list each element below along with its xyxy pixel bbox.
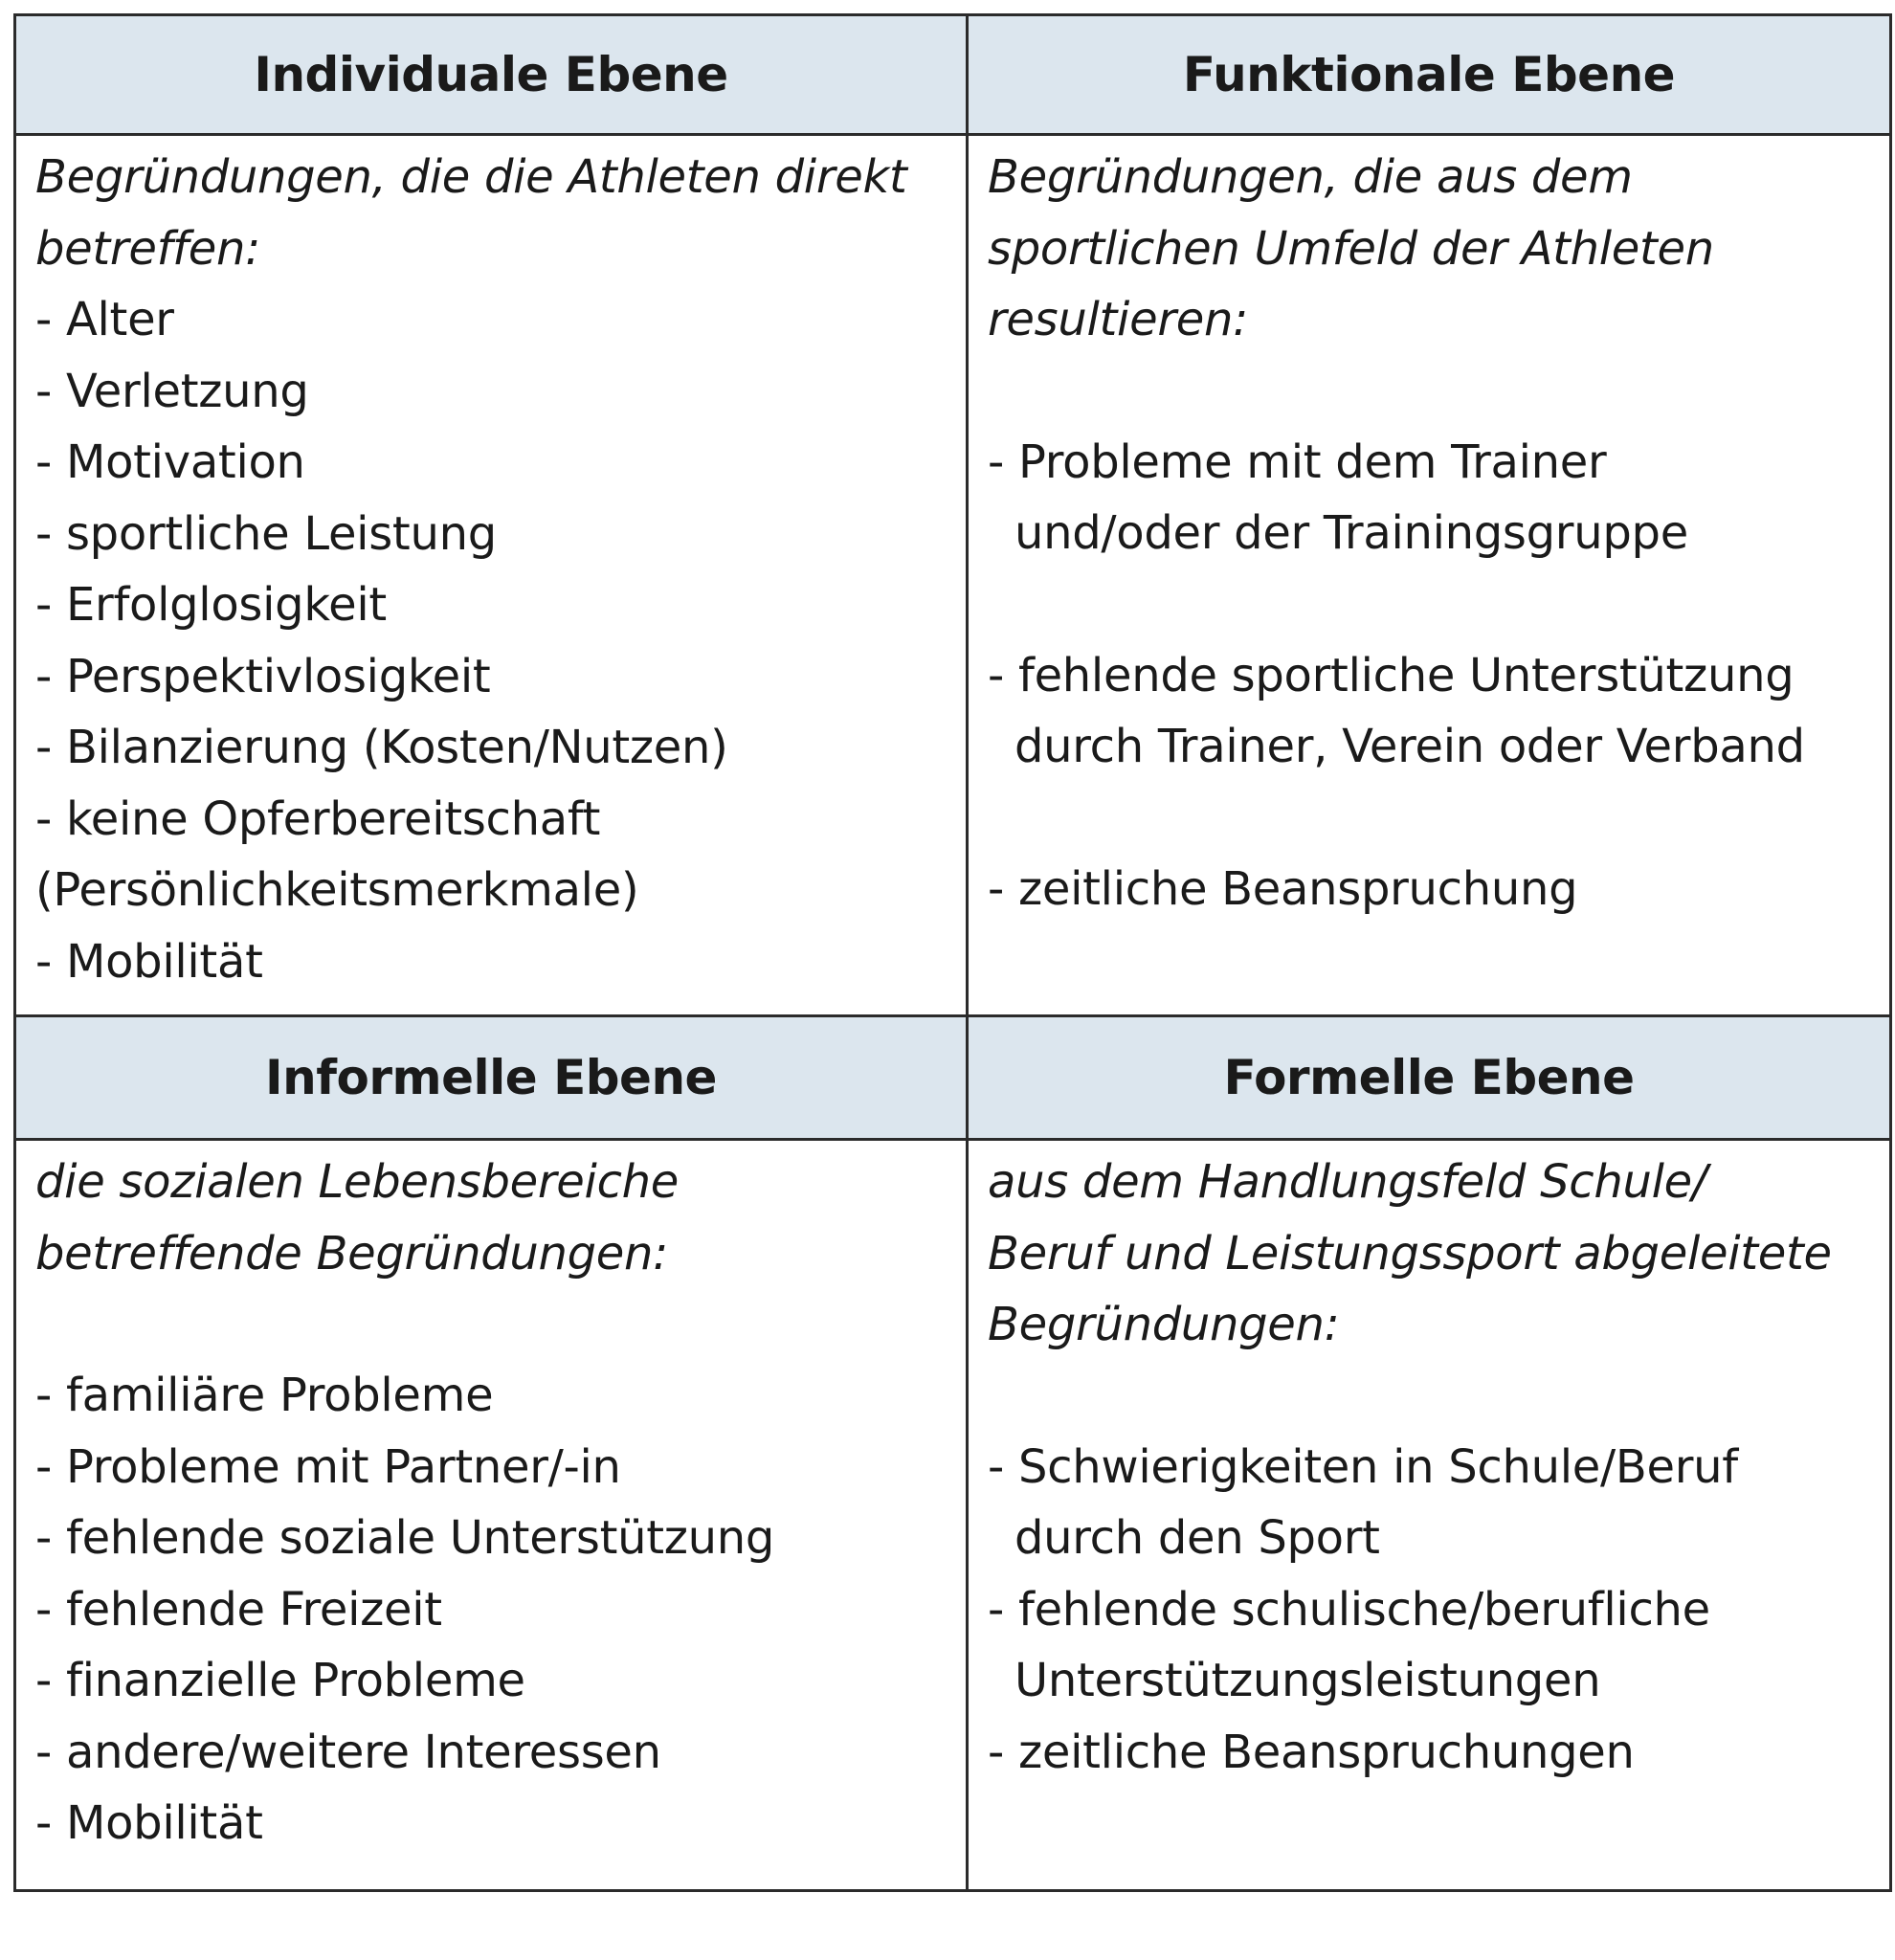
cell-individuale-ebene [15,135,968,1016]
intro-line: Begründungen: [988,1298,1340,1351]
intro-line: betreffen: [35,221,261,276]
list-item: (Persönlichkeitsmerkmale) [35,863,639,917]
list-item: - zeitliche Beanspruchungen [988,1725,1635,1779]
list-item: - Bilanzierung (Kosten/Nutzen) [35,721,728,774]
list-item: - fehlende Freizeit [35,1582,442,1637]
intro-line: betreffende Begründungen: [35,1226,669,1281]
list-item: - Mobilität [35,934,263,989]
intro-line: resultieren: [988,293,1248,346]
list-item: - fehlende sportliche Unterstützung [988,648,1795,702]
list-item: - Probleme mit dem Trainer [988,434,1607,489]
list-item: - sportliche Leistung [35,506,497,561]
list-item: - fehlende schulische/berufliche [988,1582,1710,1637]
list-item: - Alter [35,293,174,346]
levels-table-sheet [13,13,1889,1937]
heading-informelle-ebene: Informelle Ebene [15,1016,968,1140]
list-item: - fehlende soziale Unterstützung [35,1511,775,1565]
cell-formelle-ebene [968,1140,1891,1891]
list-item: - Mobilität [35,1796,263,1850]
list-item-continuation: Unterstützungsleistungen [1014,1654,1601,1707]
intro-line: die sozialen Lebensbereiche [35,1155,680,1209]
intro-line: Begründungen, die aus dem [988,150,1633,204]
list-item: - Schwierigkeiten in Schule/Beruf [988,1439,1738,1494]
header-row-bottom [15,1016,1891,1140]
list-item: - zeitliche Beanspruchung [988,861,1578,916]
intro-line: Beruf und Leistungssport abgeleitete [988,1226,1832,1281]
heading-formelle-ebene: Formelle Ebene [968,1016,1891,1140]
header-row-top [15,15,1891,135]
list-item: - Erfolglosigkeit [35,578,387,632]
list-item-continuation: durch den Sport [1014,1511,1380,1565]
list-item: - finanzielle Probleme [35,1654,525,1707]
list-item-continuation: durch Trainer, Verein oder Verband [1014,720,1805,773]
cell-informelle-ebene [15,1140,968,1891]
list-item: - Probleme mit Partner/-in [35,1439,621,1494]
cell-funktionale-ebene [968,135,1891,1016]
heading-funktionale-ebene: Funktionale Ebene [968,15,1891,135]
content-row-top [15,135,1891,1016]
heading-individuale-ebene: Individuale Ebene [15,15,968,135]
list-item: - andere/weitere Interessen [35,1725,661,1779]
list-item-continuation: und/oder der Trainingsgruppe [1014,506,1688,560]
list-item: - Motivation [35,435,305,489]
levels-table [13,13,1892,1892]
intro-line: Begründungen, die die Athleten direkt [35,150,907,204]
list-item: - Perspektivlosigkeit [35,649,491,703]
intro-line: aus dem Handlungsfeld Schule/ [988,1155,1707,1209]
list-item: - Verletzung [35,364,309,418]
intro-line: sportlichen Umfeld der Athleten [988,221,1714,276]
list-item: - keine Opferbereitschaft [35,791,601,846]
list-item: - familiäre Probleme [35,1369,494,1422]
content-row-bottom [15,1140,1891,1891]
